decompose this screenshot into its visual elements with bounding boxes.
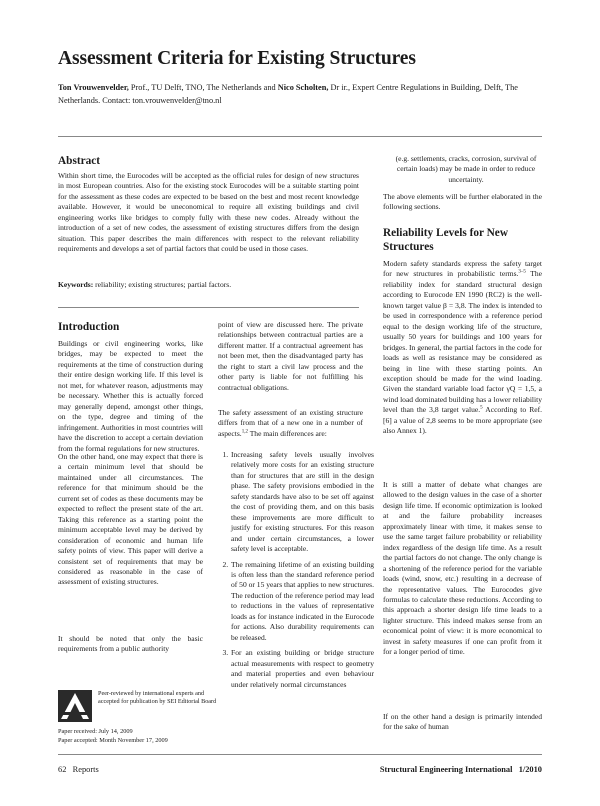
intro-paragraph-2: On the other hand, one may expect that there is a certain minimum level that should be maintained under all circumstances. The reference for that minimum should be the current set of codes as these documents may be expected to reflect the present state of the art. Taking this reference as a starting point the minimum acceptable level may be derived by consideration of economic and human life safety points of view. This paper will derive a consistent set of requirements that may be considered as reasonable in the case of assessment of existing structures. bbox=[58, 452, 203, 587]
page-number: 62 bbox=[58, 765, 67, 774]
keywords-label: Keywords: bbox=[58, 280, 94, 289]
keywords-line bbox=[58, 280, 359, 290]
sei-review-text: Peer-reviewed by international experts and accepted for publication by SEI Editorial Board bbox=[98, 690, 217, 706]
sei-logo-icon bbox=[58, 690, 92, 722]
author-name-2: Nico Scholten, bbox=[277, 83, 329, 92]
reliability-p1-end: According to Ref. [6] a value of 2,8 seems to be more appropriate (see also Annex 1). bbox=[383, 405, 542, 436]
footer-right bbox=[356, 765, 542, 774]
issue-number: 1/2010 bbox=[518, 765, 542, 774]
footer-divider bbox=[58, 754, 542, 755]
middle-paragraph-1: point of view are discussed here. The private relationships between contractual parties are a different matter. If a contractual agreement has not been met, then the disadvantaged party has the right to start a civil law process and the other party is liable for not fulfilling his contractual obligations. bbox=[218, 320, 363, 392]
section-label: Reports bbox=[72, 765, 99, 774]
middle-paragraph-2-tail: The main differences are: bbox=[247, 428, 327, 438]
author-affiliation-2: Dr ir., Expert Centre Regulations in Building, Delft, The Netherlands. Contact: ton.vrouwenvelder@tno.nl bbox=[58, 83, 518, 105]
list-item: 1. Increasing safety levels usually involves relatively more costs for an existing structure than for structures that are still in the design phase. The safety provisions embodied in the safety standards have also to be set off against the cost of providing them, and on this basis these improvements are more difficult to justify for existing structures. For this reason and under certain circumstances, a lower safety level is acceptable. bbox=[230, 450, 374, 555]
abstract-divider bbox=[58, 307, 359, 308]
reliability-p1-cont: The reliability index for standard structural design according to Eurocode EN 1990 (RC2) is the well-known target value β = 3,8. The index is intended to be used in correspondence with a reference period equal to the design working life of the structure, usually 50 years for buildings and 100 years for bridges. In general, the partial factors in the code for loads as well as resistance may be considered as being in line with these starting points. An exception should be made for the wind loading. Given the standard variable load factor γQ = 1,5, a wind load dominated building has a lower reliability level than the 3,8 target value. bbox=[383, 269, 542, 415]
list-item: 2. The remaining lifetime of an existing building is often less than the standard reference period of 50 or 15 years that applies to new structures. The reduction of the reference period may lead to reductions in the values of representative loads as for instance indicated in the Eurocode for actions. Also durability requirements can be released. bbox=[230, 560, 374, 644]
right-paragraph-above: The above elements will be further elaborated in the following sections. bbox=[383, 192, 542, 212]
paper-accepted: Paper accepted: Month November 17, 2009 bbox=[58, 736, 168, 744]
paper-title: Assessment Criteria for Existing Structures bbox=[58, 48, 416, 69]
journal-name: Structural Engineering International bbox=[379, 765, 513, 774]
author-affiliation-1: Prof., TU Delft, TNO, The Netherlands and bbox=[128, 83, 278, 92]
paper-received: Paper received: July 14, 2009 bbox=[58, 728, 133, 735]
list-item: 3. For an existing building or bridge structure actual measurements with respect to geometry and material properties and even behaviour under relatively normal circumstances bbox=[230, 648, 374, 690]
abstract-heading: Abstract bbox=[58, 155, 101, 167]
reliability-paragraph-2: It is still a matter of debate what changes are allowed to the design values in the case of a shorter design life time. If economic optimization is looked at and the failure probability increases approximately linear with time, it makes sense to use the same target failure probability or reliability index regardless of the design life time. As a result the partial factors do not change. The only change is a shortening of the reference period for the variable loads (wind, snow, etc.) resulting in a decrease of the representative values. The Eurocodes give formulas to calculate these reductions. According to this approach a shorter design life time leads to a lighter structure. This indeed makes sense from an economical point of view: it is more economical to invest in safety measures if one can profit from it for a longer period of time. bbox=[383, 480, 542, 657]
author-name-1: Ton Vrouwenvelder, bbox=[58, 83, 129, 92]
intro-paragraph-3: It should be noted that only the basic requirements from a public authority bbox=[58, 634, 203, 654]
reliability-paragraph-3: If on the other hand a design is primarily intended for the sake of human bbox=[383, 712, 542, 732]
citation-superscript: 5 bbox=[480, 405, 483, 411]
reliability-heading: Reliability Levels for New Structures bbox=[383, 227, 508, 253]
reliability-p1-text: Modern safety standards express the safety target for new structures in probabilistic terms. bbox=[383, 259, 542, 279]
middle-paragraph-2 bbox=[218, 408, 363, 439]
paper-dates bbox=[58, 728, 168, 745]
differences-list bbox=[218, 450, 374, 695]
right-continuation: (e.g. settlements, cracks, corrosion, survival of certain loads) may be made in order to reduce uncertainty. bbox=[395, 154, 537, 184]
author-line bbox=[58, 81, 528, 107]
footer-left bbox=[58, 765, 99, 774]
middle-paragraph-2-text: The safety assessment of an existing structure differs from that of a new one in a number of aspects. bbox=[218, 408, 363, 438]
header-divider bbox=[58, 136, 542, 137]
abstract-text: Within short time, the Eurocodes will be accepted as the official rules for design of new structures in most European countries. Also for the existing stock Eurocodes will be a suitable starting point for the assessment as these codes are expected to be based on the best and most recent knowledge available. However, it would be uneconomical to require all existing buildings and civil engineering works like bridges to comply fully with these new codes. Already without the introduction of a set of new codes, the assessment of existing structures differs from the design situation. This paper describes the main differences with respect to the relevant reliability requirements and develops a set of partial factors that could be used in those cases. bbox=[58, 171, 359, 254]
citation-superscript: 1,2 bbox=[241, 429, 248, 435]
intro-paragraph-1: Buildings or civil engineering works, like bridges, may be expected to meet the requirements at the time of construction during their entire design working life. If this level is not met, for whatever reason, adjustments may be necessary. Whether this is actually forced may generally depend, amongst other things, on the type, degree and timing of the infringement. Authorities in most countries will have the discretion to accept a certain deviation from the formal regulations for new structures. bbox=[58, 339, 203, 453]
citation-superscript: 3–5 bbox=[518, 269, 526, 275]
keywords-text: reliability; existing structures; partial factors. bbox=[93, 280, 232, 289]
introduction-heading: Introduction bbox=[58, 321, 120, 333]
reliability-paragraph-1 bbox=[383, 259, 542, 437]
sei-review-box bbox=[58, 690, 217, 724]
